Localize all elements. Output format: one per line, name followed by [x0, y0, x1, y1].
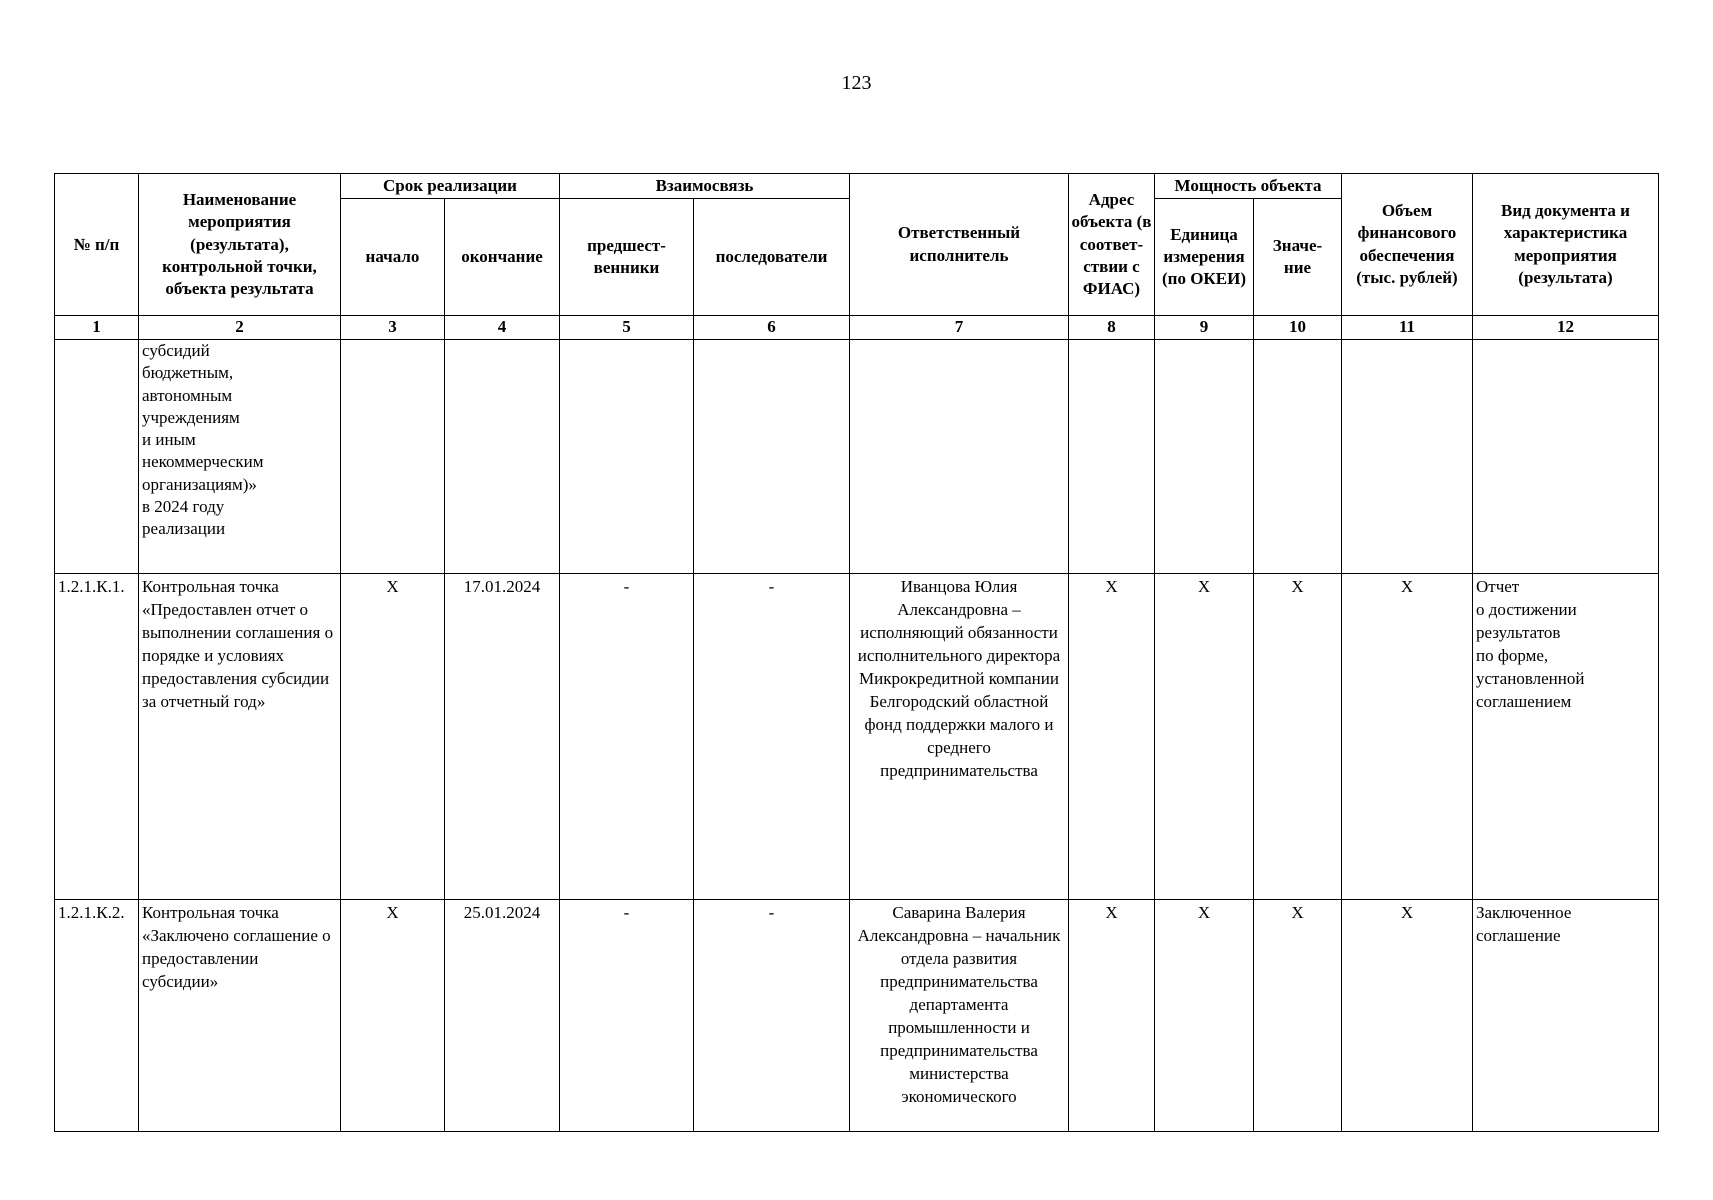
column-number-row	[55, 316, 1659, 340]
header-executor: Ответственный исполнитель	[850, 174, 1069, 316]
column-number: 8	[1069, 316, 1155, 340]
column-number: 9	[1155, 316, 1254, 340]
column-number: 12	[1473, 316, 1659, 340]
column-number: 5	[560, 316, 694, 340]
row-predecessors: -	[560, 574, 694, 900]
row-followers: -	[694, 574, 850, 900]
header-value: Значе- ние	[1254, 199, 1342, 316]
row-unit: Х	[1155, 900, 1254, 1132]
column-number: 2	[139, 316, 341, 340]
row-start	[341, 340, 445, 574]
header-group-period: Срок реализации	[341, 174, 560, 199]
row-name: Контрольная точка «Предоставлен отчет о выполнении соглашения о порядке и условиях предоставления субсидии за отчетный год»	[139, 574, 341, 900]
row-start: Х	[341, 900, 445, 1132]
row-name: субсидий бюджетным, автономным учреждениям и иным некоммерческим организациям)» в 2024 году реализации	[139, 340, 341, 574]
row-value	[1254, 340, 1342, 574]
header-end: окончание	[445, 199, 560, 316]
header-followers: последователи	[694, 199, 850, 316]
row-executor: Иванцова Юлия Александровна – исполняющий обязанности исполнительного директора Микрокредитной компании Белгородский областной фонд поддержки малого и среднего предпринимательства	[850, 574, 1069, 900]
row-finance	[1342, 340, 1473, 574]
table-row	[55, 574, 1659, 900]
row-executor	[850, 340, 1069, 574]
row-address	[1069, 340, 1155, 574]
header-unit: Единица измерения (по ОКЕИ)	[1155, 199, 1254, 316]
row-finance: Х	[1342, 900, 1473, 1132]
header-predecessors: предшест- венники	[560, 199, 694, 316]
row-end: 17.01.2024	[445, 574, 560, 900]
row-predecessors	[560, 340, 694, 574]
column-number: 6	[694, 316, 850, 340]
column-number: 11	[1342, 316, 1473, 340]
row-name: Контрольная точка «Заключено соглашение о предоставлении субсидии»	[139, 900, 341, 1132]
table-row	[55, 900, 1659, 1132]
row-predecessors: -	[560, 900, 694, 1132]
header-start: начало	[341, 199, 445, 316]
row-address: Х	[1069, 574, 1155, 900]
row-end: 25.01.2024	[445, 900, 560, 1132]
table-header	[55, 174, 1659, 340]
row-number: 1.2.1.К.2.	[55, 900, 139, 1132]
table-row	[55, 340, 1659, 574]
header-finance: Объем финансового обеспечения (тыс. рублей)	[1342, 174, 1473, 316]
row-followers: -	[694, 900, 850, 1132]
row-document: Заключенное соглашение	[1473, 900, 1659, 1132]
row-executor: Саварина Валерия Александровна – начальник отдела развития предпринимательства департамента промышленности и предпринимательства министерства экономического	[850, 900, 1069, 1132]
row-document	[1473, 340, 1659, 574]
page-number: 123	[841, 72, 872, 94]
row-address: Х	[1069, 900, 1155, 1132]
header-name: Наименование мероприятия (результата), контрольной точки, объекта результата	[139, 174, 341, 316]
row-followers	[694, 340, 850, 574]
header-group-links: Взаимосвязь	[560, 174, 850, 199]
column-number: 4	[445, 316, 560, 340]
column-number: 1	[55, 316, 139, 340]
column-number: 7	[850, 316, 1069, 340]
header-address: Адрес объекта (в соответ- ствии с ФИАС)	[1069, 174, 1155, 316]
row-value: Х	[1254, 900, 1342, 1132]
column-number: 3	[341, 316, 445, 340]
header-document: Вид документа и характеристика мероприятия (результата)	[1473, 174, 1659, 316]
row-unit	[1155, 340, 1254, 574]
row-document: Отчет о достижении результатов по форме, установленной соглашением	[1473, 574, 1659, 900]
row-finance: Х	[1342, 574, 1473, 900]
plan-table	[54, 173, 1659, 1132]
row-number: 1.2.1.К.1.	[55, 574, 139, 900]
header-number: № п/п	[55, 174, 139, 316]
column-number: 10	[1254, 316, 1342, 340]
row-number	[55, 340, 139, 574]
row-end	[445, 340, 560, 574]
header-group-capacity: Мощность объекта	[1155, 174, 1342, 199]
row-start: Х	[341, 574, 445, 900]
row-unit: Х	[1155, 574, 1254, 900]
row-value: Х	[1254, 574, 1342, 900]
